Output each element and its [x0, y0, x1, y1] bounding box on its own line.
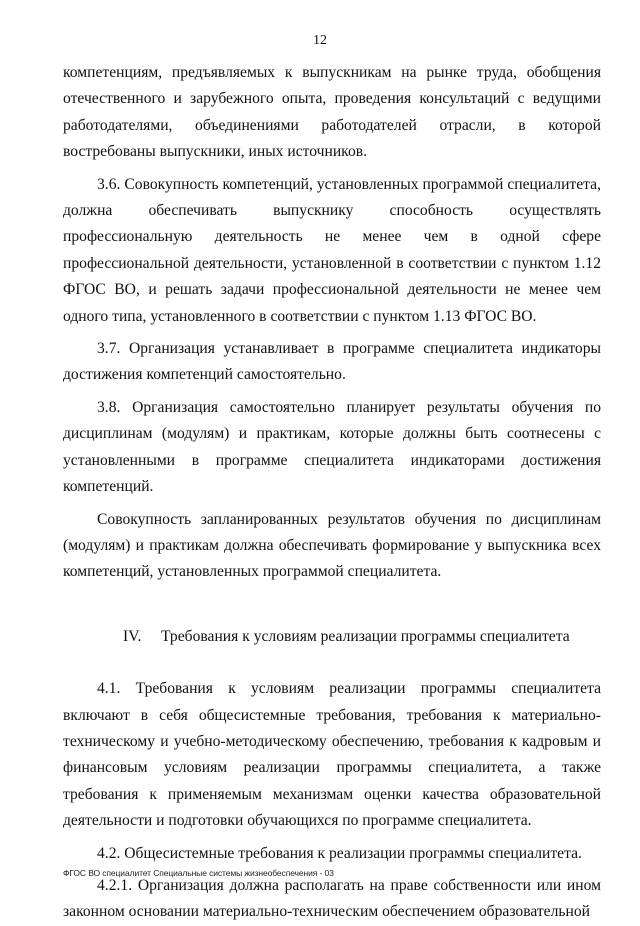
paragraph-4-2-1: 4.2.1. Организация должна располагать на праве собственности или ином законном основании материально-техническим обеспечением образовательной	[63, 876, 601, 921]
paragraph-continuation: компетенциям, предъявляемых к выпускникам на рынке труда, обобщения отечественного и зарубежного опыта, проведения консультаций с ведущими работодателями, объединениями работодателей отрасли, в которой востребованы выпускники, иных источников.	[63, 64, 601, 161]
section-numeral: IV.	[123, 627, 142, 645]
paragraph-4-2: 4.2. Общесистемные требования к реализации программы специалитета.	[97, 844, 582, 862]
page-number: 12	[313, 33, 327, 48]
paragraph-3-6: 3.6. Совокупность компетенций, установленных программой специалитета, должна обеспечивать выпускнику способность осуществлять профессиональную деятельность не менее чем в одной сфере профессиональной деятельности, установленной в соответствии с пунктом 1.12 ФГОС ВО, и решать задачи профессиональной деятельности не менее чем одного типа, установленного в соответствии с пунктом 1.13 ФГОС ВО.	[63, 175, 601, 325]
paragraph-3-7: 3.7. Организация устанавливает в программе специалитета индикаторы достижения компетенций самостоятельно.	[63, 340, 601, 384]
paragraph-4-1: 4.1. Требования к условиям реализации программы специалитета включают в себя общесистемные требования, требования к материально-техническому и учебно-методическому обеспечению, требования к кадровым и финансовым условиям реализации программы специалитета, а также требования к применяемым механизмам оценки качества образовательной деятельности и подготовки обучающихся по программе специалитета.	[63, 680, 601, 830]
paragraph-3-8: 3.8. Организация самостоятельно планирует результаты обучения по дисциплинам (модулям) и практикам, которые должны быть соотнесены с установленными в программе специалитета индикаторами достижения компетенций.	[63, 398, 601, 496]
document-footer: ФГОС ВО специалитет Специальные системы жизнеобеспечения - 03	[63, 868, 334, 878]
section-title: Требования к условиям реализации программы специалитета	[161, 627, 570, 645]
section-heading	[63, 624, 601, 650]
paragraph-totality: Совокупность запланированных результатов обучения по дисциплинам (модулям) и практикам должна обеспечивать формирование у выпускника всех компетенций, установленных программой специалитета.	[63, 510, 601, 581]
document-body	[63, 60, 601, 926]
